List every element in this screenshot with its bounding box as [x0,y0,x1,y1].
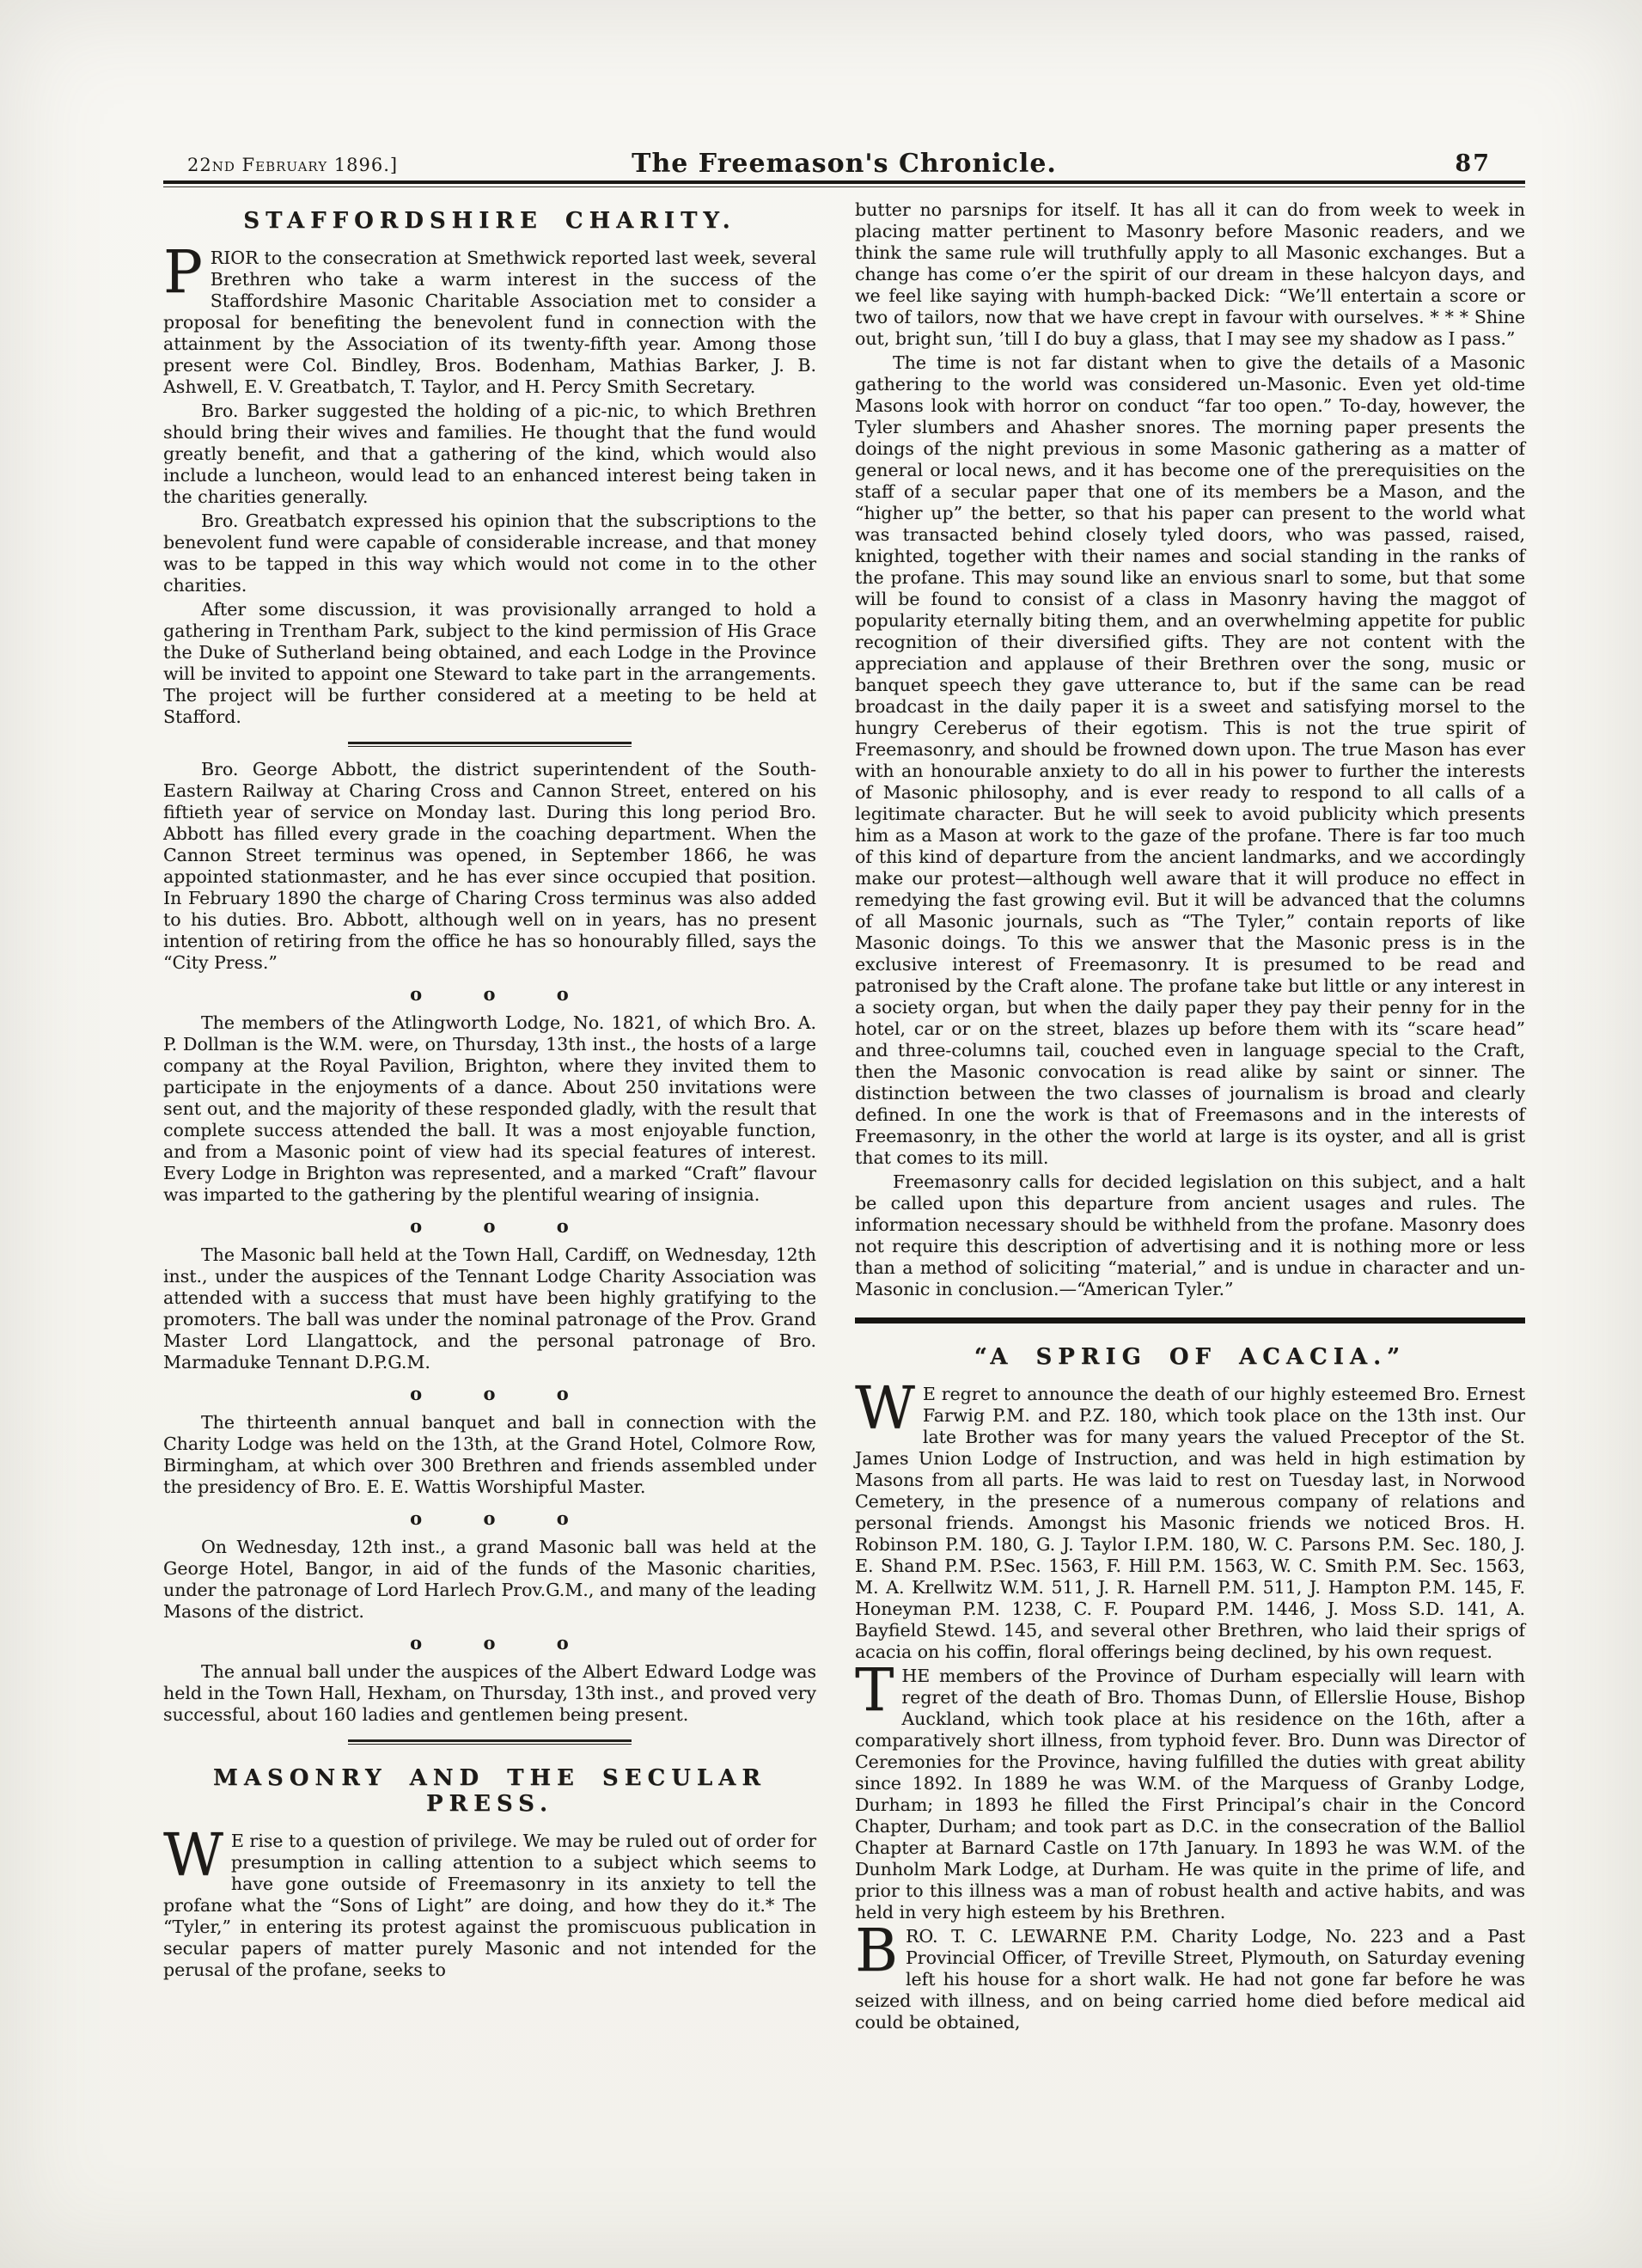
paragraph-legislation: Freemasonry calls for decided legislation on this subject, and a halt be called upon this departure from ancient usages and rules. The information necessary should be withheld from the profane. Masonry does not require this description of advertising and it is nothing more or less than a method of soliciting “material,” and is undue in character and un-Masonic in conclusion.—“American Tyler.” [855,1171,1525,1299]
paragraph-time-not-far: The time is not far distant when to give the details of a Masonic gathering to the world was considered un-Masonic. Even yet old-time Masons look with horror on conduct “far too open.” To-day, however, the Tyler slumbers and Ahasher snores. The morning paper presents the doings of the night previous in some Masonic gathering as a matter of general or local news, and it has become one of the prerequisities on the staff of a secular paper that one of its members be a Mason, and the “higher up” the better, so that his paper can present to the world what was transacted behind closely tyled doors, who was passed, raised, knighted, together with their names and social standing in the ranks of the profane. This may sound like an envious snarl to some, but that some will be found to consist of a class in Masonry having the maggot of popularity eternally biting them, and an overwhelming appetite for public recognition of their diversified gifts. They are not content with the appreciation and applause of their Brethren over the song, music or banquet speech they gave utterance to, but if the same can be read broadcast in the daily paper it is a sweet and satisfying morsel to the hungry Cereberus of their egotism. This is not the true spirit of Freemasonry, and should be frowned down upon. The true Mason has ever with an honourable anxiety to do all in his power to further the interests of Masonic philosophy, and is ever ready to respond to all calls of a legitimate character. But he will seek to avoid publicity which presents him as a Mason at work to the gaze of the profane. There is far too much of this kind of departure from the ancient landmarks, and we accordingly make our protest—although well aware that it will produce no effect in remedying the fast growing evil. But it will be advanced that the columns of all Masonic journals, such as “The Tyler,” contain reports of like Masonic doings. To this we answer that the Masonic press is in the exclusive interest of Freemasonry. It is presumed to be read and patronised by the Craft alone. The profane take but little or any interest in a society organ, but when the daily paper they pay their penny for in the hotel, car or on the street, blazes up before them with its “scare head” and three-columns tail, couched even in language special to the Craft, then the Masonic convocation is read alike by saint or sinner. The distinction between the two classes of journalism is broad and clearly defined. In one the work is that of Freemasons and in the interests of Freemasonry, in the other the world at large is its oyster, and all is grist that comes to its mill. [855,352,1525,1168]
paragraph-text: RIOR to the consecration at Smethwick reported last week, several Brethren who take a warm interest in the success of the Staffordshire Masonic Charitable Association met to consider a proposal for benefiting the benevolent fund in connection with the attainment by the Association of its twenty-fifth year. Among those present were Col. Bindley, Bros. Bodenham, Mathias Barker, J. B. Ashwell, E. V. Greatbatch, T. Taylor, and H. Percy Smith Secretary. [163,248,816,397]
paragraph-staffordshire-1 [163,239,816,398]
paragraph-abbott: Bro. George Abbott, the district superintendent of the South-Eastern Railway at Charing Cross and Cannon Street, entered on his fiftieth year of service on Monday last. During this long period Bro. Abbott has filled every grade in the coaching department. When the Cannon Street terminus was opened, in September 1866, he was appointed stationmaster, and he has ever since occupied that position. In February 1890 the charge of Charing Cross terminus was also added to his duties. Bro. Abbott, although well on in years, has no present intention of retiring from the office he has so honourably filled, says the “City Press.” [163,759,816,973]
dropcap-w: W [855,1375,915,1443]
ornament-separator: o o o [410,1632,570,1654]
header-rule [163,180,1525,187]
paragraph-bangor-ball: On Wednesday, 12th inst., a grand Masonic ball was held at the George Hotel, Bangor, in aid of the funds of the Masonic charities, under the patronage of Lord Harlech Prov.G.M., and many of the leading Masons of the district. [163,1537,816,1622]
paragraph-farwig-obituary [855,1375,1525,1663]
columns [163,199,1525,2036]
headline-staffordshire-charity: STAFFORDSHIRE CHARITY. [243,208,736,234]
paragraph-staffordshire-4: After some discussion, it was provisionally arranged to hold a gathering in Trentham Park, subject to the kind permission of His Grace the Duke of Sutherland being obtained, and each Lodge in the Province will be invited to appoint one Steward to take part in the arrangements. The project will be further considered at a meeting to be held at Stafford. [163,599,816,727]
paragraph-secular-press-1 [163,1822,816,1981]
masthead [163,136,1525,180]
ornament-separator: o o o [410,1215,570,1237]
dropcap-w: W [163,1822,223,1890]
paragraph-hexham-ball: The annual ball under the auspices of the Albert Edward Lodge was held in the Town Hall, Hexham, on Thursday, 13th inst., and proved very successful, about 160 ladies and gentlemen being present. [163,1661,816,1725]
dropcap-p: P [163,239,203,307]
article-divider-rule [855,1317,1525,1324]
paragraph-atlingworth: The members of the Atlingworth Lodge, No. 1821, of which Bro. A. P. Dollman is the W.M. were, on Thursday, 13th inst., the hosts of a large company at the Royal Pavilion, Brighton, where they invited them to participate in the enjoyments of a dance. About 250 invitations were sent out, and the majority of these responded gladly, with the result that complete success attended the ball. It was a most enjoyable function, and from a Masonic point of view had its special features of interest. Every Lodge in Brighton was represented, and a marked “Craft” flavour was imparted to the gathering by the plentiful wearing of insignia. [163,1012,816,1205]
right-column [855,199,1525,2036]
dropcap-t: T [855,1657,894,1725]
paragraph-dunn-obituary [855,1657,1525,1923]
dropcap-b: B [855,1917,898,1985]
journal-title: The Freemason's Chronicle. [632,149,1057,179]
headline-masonry-secular-press: MASONRY AND THE SECULAR PRESS. [213,1765,766,1817]
issue-date: 22nd February 1896.] [187,155,399,175]
paragraph-text: HE members of the Province of Durham especially will learn with regret of the death of Bro. Thomas Dunn, of Ellerslie House, Bishop Auckland, which took place at his residence on the 16th, after a comparatively short illness, from typhoid fever. Bro. Dunn was Director of Ceremonies for the Province, having fulfilled the duties with great ability since 1892. In 1889 he was W.M. of the Marquess of Granby Lodge, Durham; in 1893 he filled the First Principal’s chair in the Concord Chapter, Durham; and took part as D.C. in the consecration of the Balliol Chapter at Barnard Castle on 17th January. In 1893 he was W.M. of the Dunholm Mark Lodge, at Durham. He was quite in the prime of life, and prior to this illness was a man of robust health and active habits, and was held in very high esteem by his Brethren. [855,1666,1525,1923]
ornament-separator: o o o [410,1507,570,1529]
page-number: 87 [1455,150,1491,177]
section-rule [348,742,632,747]
paragraph-continuation: butter no parsnips for itself. It has all it can do from week to week in placing matter pertinent to Masonry before Masonic readers, and we think the same rule will truthfully apply to all Masonic exchanges. But a change has come o’er the spirit of our dream in these halcyon days, and we feel like saying with humph-backed Dick: “We’ll entertain a score or two of tailors, now that we have crept in favour with ourselves. * * * Shine out, bright sun, ’till I do buy a glass, that I may see my shadow as I pass.” [855,199,1525,349]
section-rule [348,1739,632,1745]
ornament-separator: o o o [410,983,570,1005]
paragraph-birmingham-banquet: The thirteenth annual banquet and ball in connection with the Charity Lodge was held on the 13th, at the Grand Hotel, Colmore Row, Birmingham, at which over 300 Brethren and friends assembled under the presidency of Bro. E. E. Wattis Worshipful Master. [163,1412,816,1497]
paragraph-staffordshire-2: Bro. Barker suggested the holding of a pic-nic, to which Brethren should bring their wives and families. He thought that the fund would greatly benefit, and that a gathering of the kind, which would also include a luncheon, would lead to an enhanced interest being taken in the charities generally. [163,400,816,507]
paragraph-text: E regret to announce the death of our highly esteemed Bro. Ernest Farwig P.M. and P.Z. 180, which took place on the 13th inst. Our late Brother was for many years the valued Preceptor of the St. James Union Lodge of Instruction, and was held in high estimation by Masons from all parts. He was laid to rest on Tuesday last, in Norwood Cemetery, in the presence of a numerous company of relations and personal friends. Amongst his Masonic friends we noticed Bros. H. Robinson P.M. 180, G. J. Taylor I.P.M. 180, W. C. Parsons P.M. Sec. 180, J. E. Shand P.M. P.Sec. 1563, F. Hill P.M. 1563, W. C. Smith P.M. Sec. 1563, M. A. Krellwitz W.M. 511, J. R. Harnell P.M. 511, J. Hampton P.M. 145, F. Honeyman P.M. 1238, C. F. Poupard P.M. 1446, J. Moss S.D. 141, A. Bayfield Stewd. 145, and several other Brethren, who laid their sprigs of acacia on his coffin, floral offerings being declined, by his own request. [855,1384,1525,1662]
paragraph-text: E rise to a question of privilege. We may be ruled out of order for presumption in calling attention to a subject which seems to have gone outside of Freemasonry in its anxiety to tell the profane what the “Sons of Light” are doing, and how they do it.* The “Tyler,” in entering its protest against the promiscuous publication in secular papers of matter purely Masonic and not intended for the perusal of the profane, seeks to [163,1831,816,1980]
ornament-separator: o o o [410,1383,570,1404]
paragraph-text: RO. T. C. LEWARNE P.M. Charity Lodge, No. 223 and a Past Provincial Officer, of Treville Street, Plymouth, on Saturday evening left his house for a short walk. He had not gone far before he was seized with illness, and on being carried home died before medical aid could be obtained, [855,1926,1525,2033]
paragraph-cardiff-ball: The Masonic ball held at the Town Hall, Cardiff, on Wednesday, 12th inst., under the auspices of the Tennant Lodge Charity Association was attended with a success that must have been highly gratifying to the promoters. The ball was under the nominal patronage of the Prov. Grand Master Lord Llangattock, and the personal patronage of Bro. Marmaduke Tennant D.P.G.M. [163,1244,816,1372]
left-column [163,199,816,1984]
headline-sprig-of-acacia: “A SPRIG OF ACACIA.” [974,1344,1407,1370]
paragraph-lewarne-obituary [855,1917,1525,2033]
paragraph-staffordshire-3: Bro. Greatbatch expressed his opinion that the subscriptions to the benevolent fund were capable of considerable increase, and that money was to be tapped in this way which would not come in to the other charities. [163,510,816,596]
